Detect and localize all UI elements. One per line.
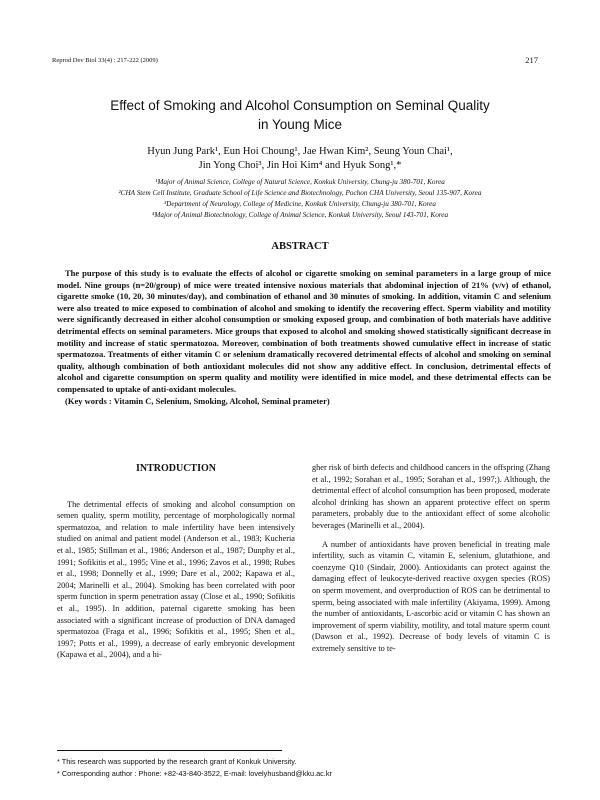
- intro-paragraph-1-continued: gher risk of birth defects and childhood cancers in the offspring (Zhang et al., 1992; Sorahan et al., 1995; Sorahan et al., 1997;). Although, the detrimental effect of alcohol consumption has been proposed, moderate alcohol drinking has shown an apparent protective effect on sperm parameters, probably due to the antioxidant effect of some alcoholic beverages (Marinelli et al., 2004).: [312, 463, 550, 530]
- affiliations: [40, 177, 560, 221]
- footnote-rule: [57, 750, 282, 751]
- authors-line-1: Hyun Jung Park¹, Eun Hoi Choung¹, Jae Hwan Kim², Seung Youn Chai¹,: [147, 146, 453, 157]
- abstract: [57, 268, 551, 407]
- authors-line-2: Jin Yong Choi³, Jin Hoi Kim⁴ and Hyuk Song¹,*: [198, 160, 402, 171]
- right-column: [312, 462, 550, 662]
- affiliation-3: ³Department of Neurology, College of Medicine, Konkuk University, Chung-ju 380-701, Korea: [164, 200, 436, 208]
- abstract-text: The purpose of this study is to evaluate the effects of alcohol or cigarette smoking on seminal parameters in a large group of mice model. Nine groups (n=20/group) of mice were treated intensive noxious materials that abdominal injection of 21% (v/v) of ethanol, cigarette smoke (10, 20, 30 minutes/day), and combination of ethanol and 30 minutes of smoking. In addition, vitamin C and selenium were also treated to mice exposed to combination of alcohol and smoking to identify the recovering effect. Sperm viability and motility were significantly decreased in either alcohol consumption or smoking exposed group, and combination of both materials have additive detrimental effects on seminal parameters. Mice groups that exposed to alcohol and smoking showed statistically significant decrease in motility and increase of static spermatozoa. Moreover, combination of both treatments showed cumulative effect in increase of static spermatozoa. Treatments of either vitamin C or selenium dramatically recovered detrimental effects of alcohol and smoking on seminal quality, although combination of both antioxidant molecules did not show any additive effect. In conclusion, detrimental effects of alcohol and cigarette consumption on sperm quality and motility were identified in mice model, and these detrimental effects can be compensated to uptake of anti-oxidant molecules.: [57, 268, 551, 394]
- paper-title: [60, 96, 540, 134]
- affiliation-2: ²CHA Stem Cell Institute, Graduate School of Life Science and Biotechnology, Pochon CHA University, Seoul 135-907, Korea: [118, 189, 482, 197]
- introduction-heading: INTRODUCTION: [135, 463, 216, 474]
- funding-footnote: * This research was supported by the research grant of Konkuk University.: [57, 757, 297, 766]
- affiliation-1: ¹Major of Animal Science, College of Natural Science, Konkuk University, Chung-ju 380-701, Korea: [155, 178, 445, 186]
- page-number: 217: [525, 55, 538, 65]
- affiliation-4: ⁴Major of Animal Biotechnology, College of Animal Science, Konkuk University, Seoul 143-701, Korea: [151, 211, 449, 219]
- intro-paragraph-2: A number of antioxidants have proven beneficial in treating male infertility, such as vitamin C, vitamin E, selenium, glutathione, and coenzyme Q10 (Sindair, 2000). Antioxidants can protect against the damaging effect of leukocyte-derived reactive oxygen species (ROS) on sperm movement, and overproduction of ROS can be detrimental to sperm, being associated with male infertility (Akiyama, 1999). Among the number of antioxidants, L-ascorbic acid or vitamin C has shown an improvement of sperm viability, motility, and total mature sperm count (Dawson et al., 1992). Decrease of body levels of vitamin C is extremely sensitive to te-: [312, 539, 550, 653]
- keywords: (Key words : Vitamin C, Selenium, Smoking, Alcohol, Seminal prameter): [65, 395, 330, 406]
- author-list: [60, 145, 540, 173]
- left-column: [57, 463, 295, 668]
- journal-citation: Reprod Dev Biol 33(4) : 217-222 (2009): [52, 57, 158, 64]
- title-line-2: in Young Mice: [257, 117, 343, 132]
- corresponding-author-footnote: * Corresponding author : Phone: +82-43-840-3522, E-mail: lovelyhusband@kku.ac.kr: [57, 769, 332, 778]
- intro-paragraph-1: The detrimental effects of smoking and alcohol consumption on semen quality, sperm motility, percentage of morphologically normal spermatozoa, and relation to male infertility have been intensively studied on animal and patient model (Anderson et al., 1983; Kucheria et al., 1985; Stillman et al., 1986; Anderson et al., 1987; Dunphy et al., 1991; Sofikitis et al., 1995; Vine et al., 1996; Zavos et al., 1998; Rubes et al., 1998; Donnelly et al., 1999; Dare et al., 2002; Kapawa et al., 2004; Marinelli et al., 2004). Smoking has been correlated with poor sperm function in sperm penetration assay (Close et al., 1990; Sofikitis et al., 1995). In addition, paternal cigarette smoking has been associated with a significant increase of production of DNA damaged spermatozoa (Fraga et al., 1996; Sofikitis et al., 1995; Shen et al., 1997; Potts et al., 1999), a decrease of early embryonic development (Kapawa et al., 2004), and a hi-: [57, 499, 295, 660]
- title-line-1: Effect of Smoking and Alcohol Consumption on Seminal Quality: [110, 98, 490, 113]
- abstract-heading: ABSTRACT: [271, 241, 329, 252]
